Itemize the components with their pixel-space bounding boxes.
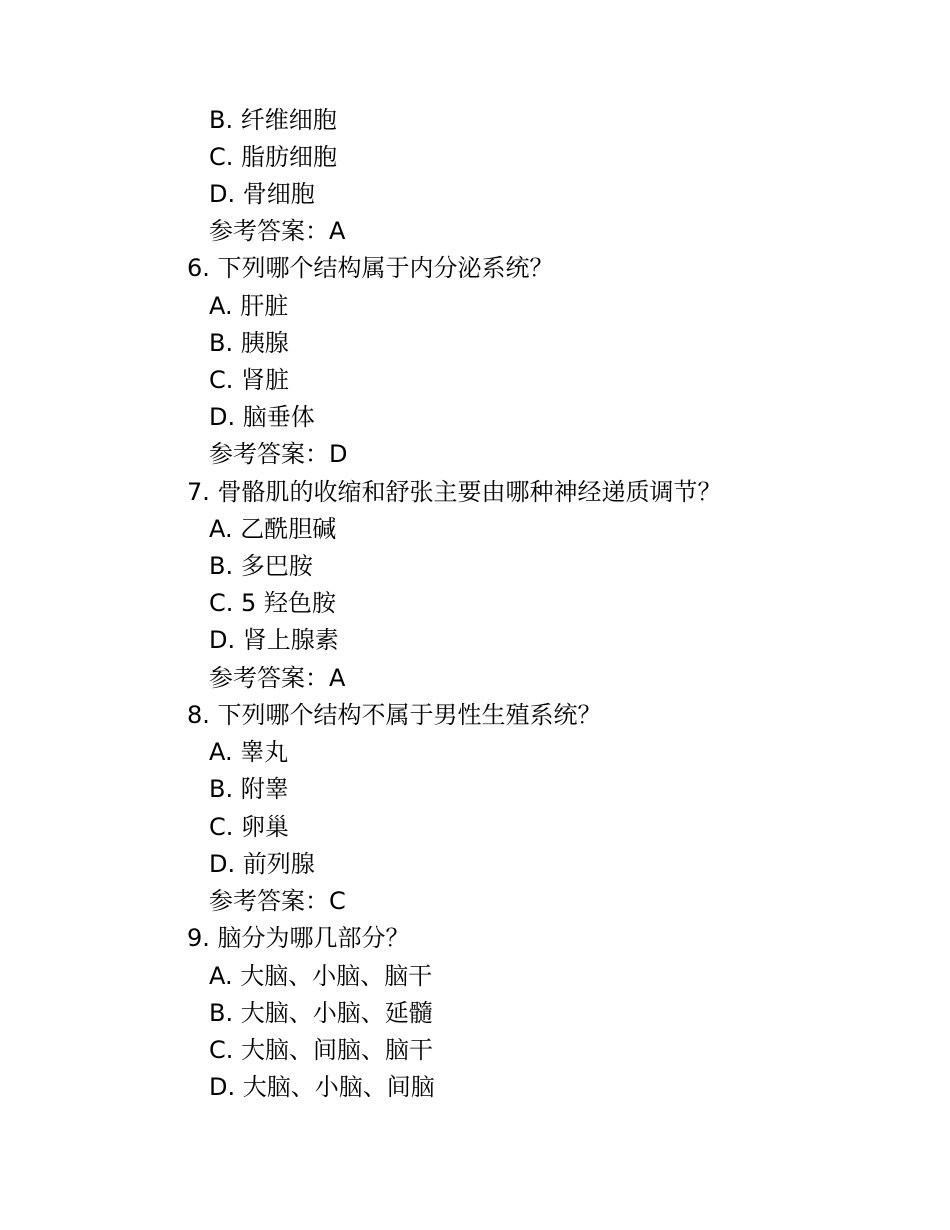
option-line: C. 脂肪细胞 xyxy=(209,143,338,171)
option-line: B. 大脑、小脑、延髓 xyxy=(209,999,433,1027)
question-line: 7. 骨骼肌的收缩和舒张主要由哪种神经递质调节？ xyxy=(187,478,722,506)
answer-line: 参考答案：A xyxy=(209,217,346,245)
option-line: C. 大脑、间脑、脑干 xyxy=(209,1036,434,1064)
answer-line: 参考答案：A xyxy=(209,664,346,692)
answer-line: 参考答案：C xyxy=(209,887,346,915)
option-line: B. 胰腺 xyxy=(209,329,289,357)
question-line: 8. 下列哪个结构不属于男性生殖系统？ xyxy=(187,701,602,729)
option-line: C. 肾脏 xyxy=(209,366,290,394)
option-line: D. 脑垂体 xyxy=(209,403,315,431)
option-line: D. 肾上腺素 xyxy=(209,626,339,654)
option-line: A. 乙酰胆碱 xyxy=(209,515,337,543)
option-line: A. 睾丸 xyxy=(209,738,289,766)
answer-line: 参考答案：D xyxy=(209,440,348,468)
option-line: A. 大脑、小脑、脑干 xyxy=(209,962,433,990)
option-line: D. 前列腺 xyxy=(209,850,315,878)
option-line: B. 附睾 xyxy=(209,775,289,803)
option-line: B. 纤维细胞 xyxy=(209,106,337,134)
option-line: C. 5 羟色胺 xyxy=(209,589,336,617)
option-line: D. 大脑、小脑、间脑 xyxy=(209,1073,435,1101)
question-line: 9. 脑分为哪几部分？ xyxy=(187,924,410,952)
option-line: B. 多巴胺 xyxy=(209,552,313,580)
question-line: 6. 下列哪个结构属于内分泌系统？ xyxy=(187,254,554,282)
option-line: C. 卵巢 xyxy=(209,813,290,841)
option-line: A. 肝脏 xyxy=(209,292,289,320)
option-line: D. 骨细胞 xyxy=(209,180,315,208)
